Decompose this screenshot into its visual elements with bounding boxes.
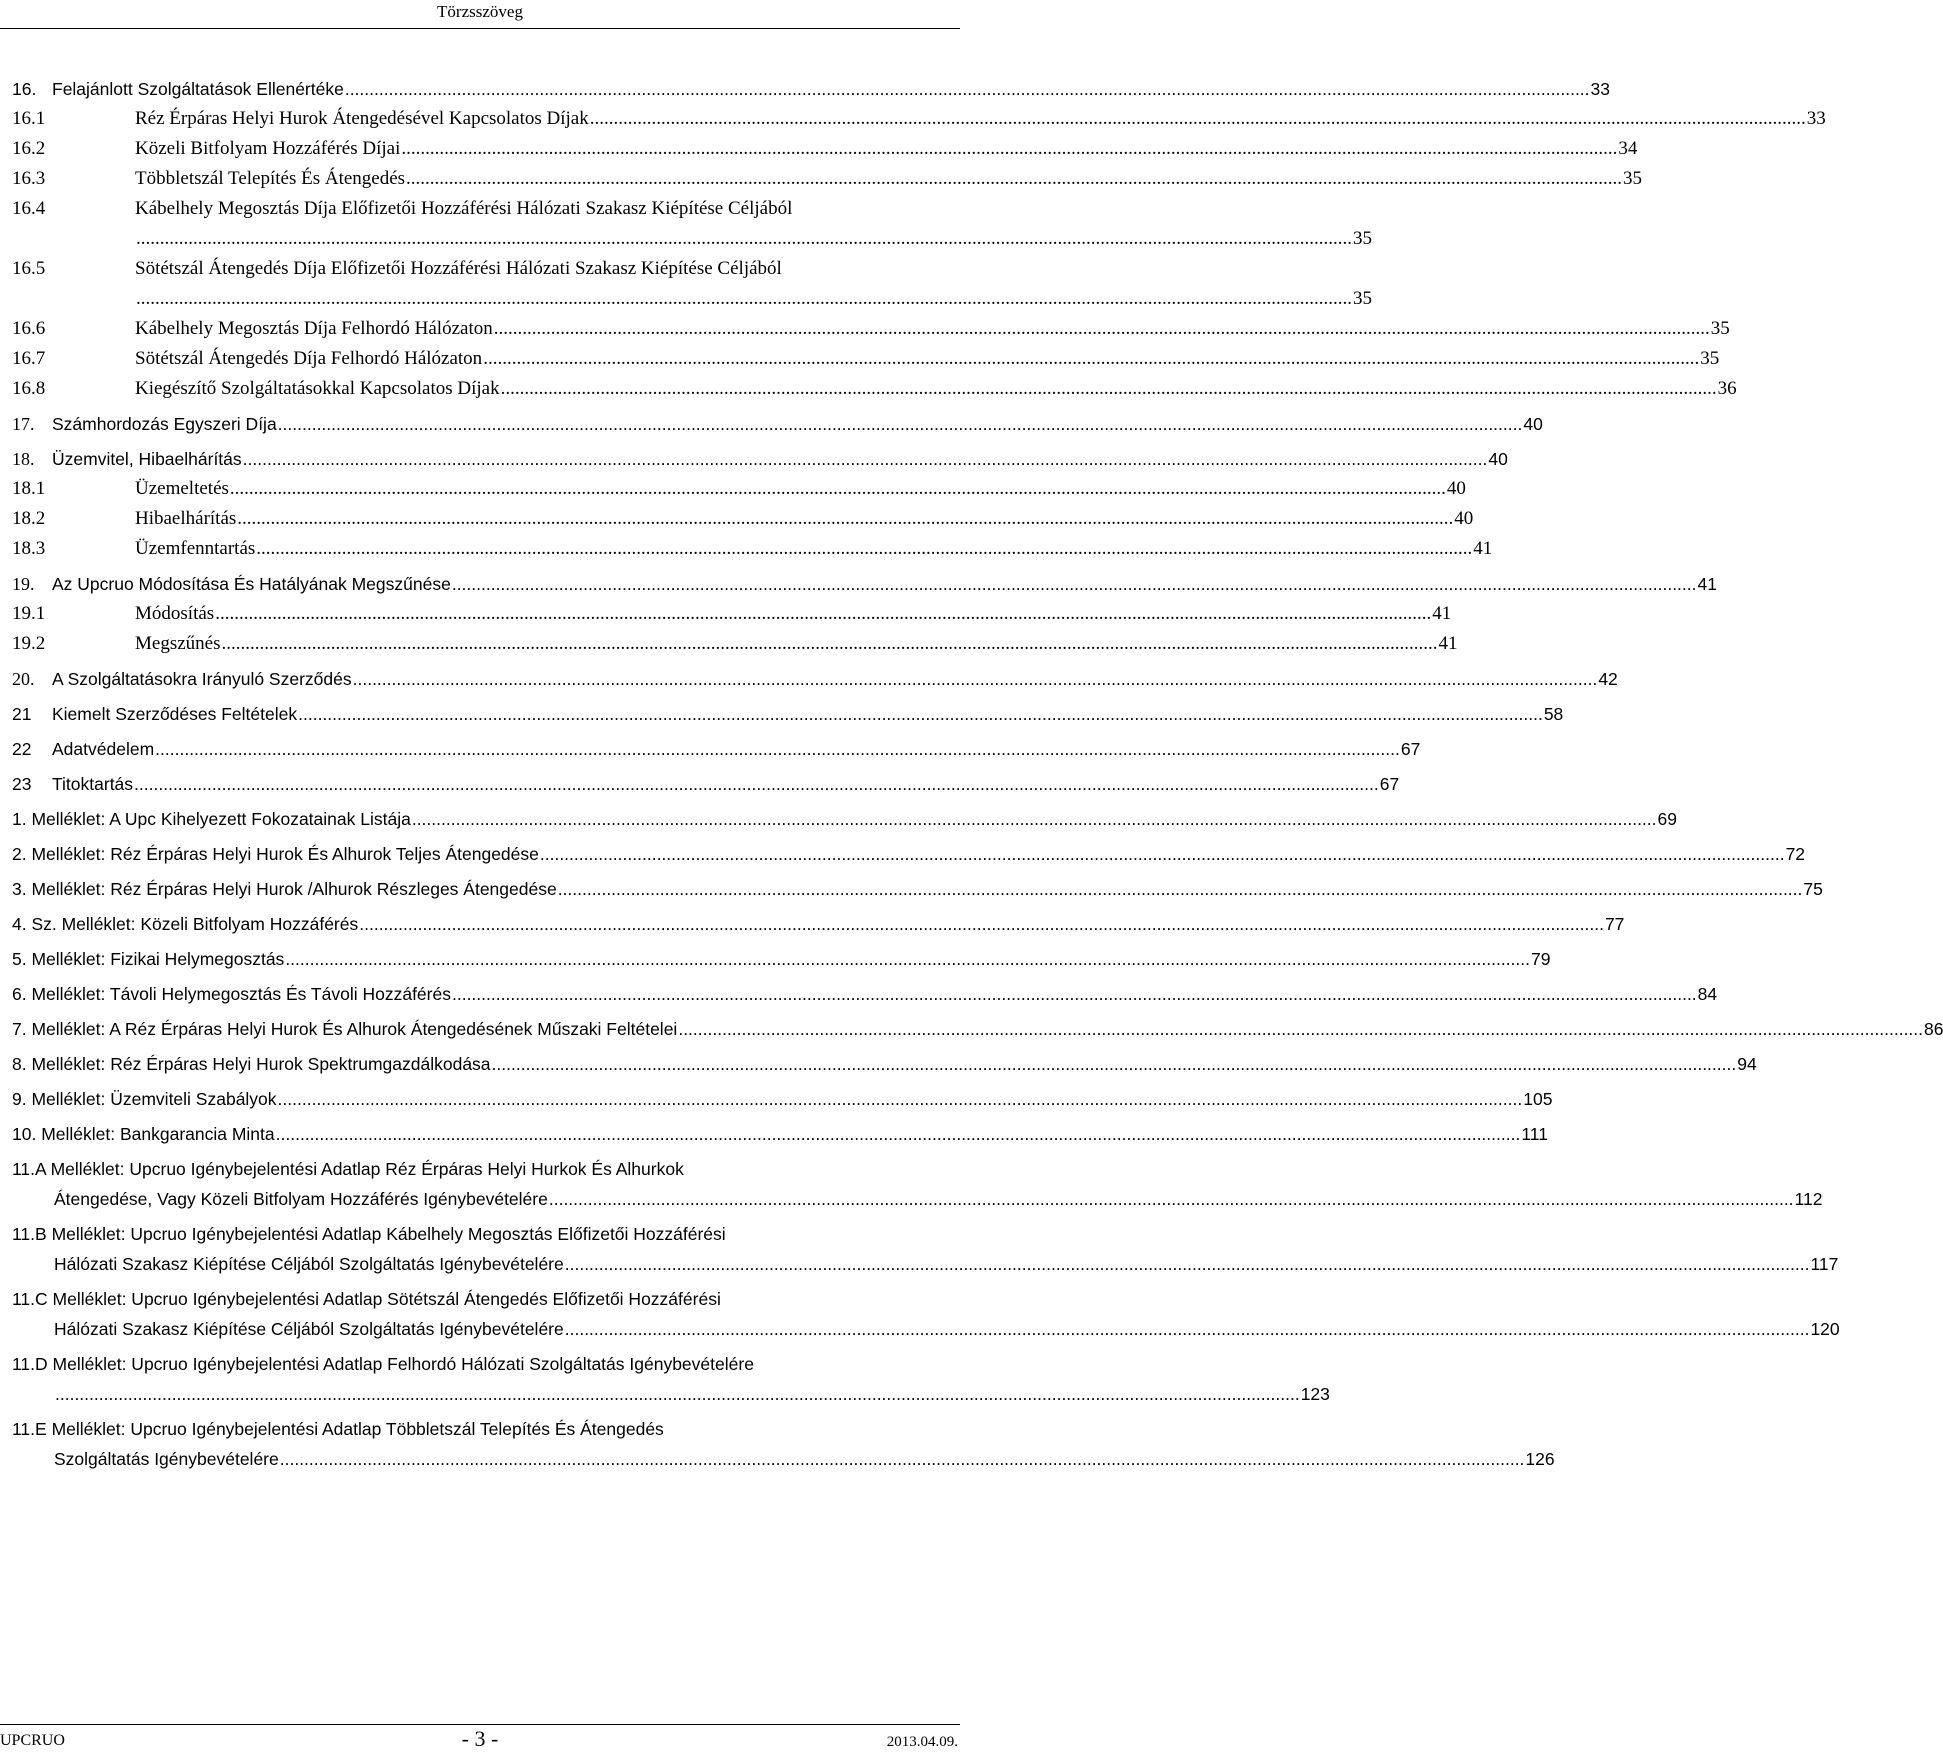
toc-title: 5. Melléklet: Fizikai Helymegosztás (12, 949, 285, 969)
toc-title: Hibaelhárítás (135, 508, 237, 529)
toc-title: Adatvédelem (52, 739, 155, 759)
toc-page: 67 (1400, 739, 1421, 759)
toc-title: 9. Melléklet: Üzemviteli Szabályok (12, 1089, 277, 1109)
toc-leader (406, 164, 1622, 194)
toc-number: 19.2 (12, 633, 46, 654)
toc-number: 16. (12, 79, 37, 99)
toc-title: Kábelhely Megosztás Díja Előfizetői Hozzáférési Hálózati Szakasz Kiépítése Céljából (135, 198, 793, 219)
toc-appendix-10[interactable] (12, 1119, 1548, 1149)
toc-entry-16-5[interactable] (12, 254, 1372, 314)
toc-number: 18.1 (12, 478, 46, 499)
page-footer (0, 1726, 960, 1756)
toc-leader (565, 1314, 1810, 1344)
toc-page: 35 (1623, 168, 1643, 189)
toc-title-continued: Hálózati Szakasz Kiépítése Céljából Szolgáltatás Igénybevételére (54, 1254, 564, 1274)
toc-appendix-8[interactable] (12, 1049, 1757, 1079)
toc-page: 120 (1810, 1319, 1840, 1339)
toc-page: 58 (1543, 704, 1564, 724)
toc-number: 16.1 (12, 108, 46, 129)
toc-entry-18-3[interactable] (12, 534, 1493, 564)
footer-divider (0, 1724, 960, 1725)
toc-title: Módosítás (135, 603, 215, 624)
toc-number: 16.3 (12, 168, 46, 189)
toc-title: Üzemfenntartás (135, 538, 256, 559)
toc-page: 86 (1924, 1019, 1943, 1039)
toc-title: Többletszál Telepítés És Átengedés (135, 168, 406, 189)
toc-number: 20. (12, 669, 35, 689)
toc-entry-16-6[interactable] (12, 314, 1730, 344)
toc-title: 11.D Melléklet: Upcruo Igénybejelentési Adatlap Felhordó Hálózati Szolgáltatás Igénybevételére (12, 1354, 754, 1374)
page-number: - 3 - (461, 1726, 499, 1751)
toc-page: 34 (1618, 138, 1638, 159)
table-of-contents (12, 74, 1943, 1474)
toc-title-continued: Átengedése, Vagy Közeli Bitfolyam Hozzáférés Igénybevételére (54, 1189, 548, 1209)
toc-title: Sötétszál Átengedés Díja Előfizetői Hozzáférési Hálózati Szakasz Kiépítése Céljából (135, 258, 782, 279)
header-divider (0, 28, 960, 29)
toc-entry-18-1[interactable] (12, 474, 1466, 504)
toc-page: 33 (1806, 108, 1826, 129)
toc-leader (558, 874, 1803, 904)
toc-title: 7. Melléklet: A Réz Érpáras Helyi Hurok És Alhurok Átengedésének Műszaki Feltételei (12, 1019, 678, 1039)
toc-leader (492, 1049, 1737, 1079)
toc-entry-19-1[interactable] (12, 599, 1452, 629)
toc-page: 69 (1657, 809, 1677, 829)
toc-leader (280, 1444, 1525, 1474)
toc-title: Titoktartás (52, 774, 134, 794)
toc-appendix-7[interactable] (12, 1014, 1943, 1044)
toc-title: Üzemvitel, Hibaelhárítás (52, 449, 242, 469)
toc-leader (483, 344, 1699, 374)
toc-leader (237, 504, 1453, 534)
toc-page: 67 (1379, 774, 1400, 794)
toc-page: 117 (1810, 1254, 1839, 1274)
toc-page: 105 (1523, 1089, 1553, 1109)
toc-leader (540, 839, 1785, 869)
toc-number: 23 (12, 774, 32, 794)
toc-title: 11.C Melléklet: Upcruo Igénybejelentési Adatlap Sötétszál Átengedés Előfizetői Hozzáférési (12, 1289, 721, 1309)
toc-page: 35 (1353, 228, 1372, 249)
toc-appendix-5[interactable] (12, 944, 1551, 974)
toc-leader (401, 134, 1617, 164)
toc-appendix-11d[interactable] (12, 1349, 1330, 1409)
toc-page: 126 (1525, 1449, 1555, 1469)
toc-title: 11.E Melléklet: Upcruo Igénybejelentési Adatlap Többletszál Telepítés És Átengedés (12, 1419, 664, 1439)
toc-title: Felajánlott Szolgáltatások Ellenértéke (52, 79, 344, 99)
footer-date: 2013.04.09. (886, 1734, 958, 1750)
toc-entry-16-3[interactable] (12, 164, 1643, 194)
toc-entry-16-8[interactable] (12, 374, 1737, 404)
toc-page: 42 (1598, 669, 1618, 689)
toc-page: 84 (1697, 984, 1718, 1004)
toc-entry-22[interactable] (12, 734, 1421, 764)
toc-leader (230, 474, 1446, 504)
toc-appendix-11e[interactable] (12, 1414, 1555, 1474)
toc-leader (590, 104, 1806, 134)
toc-number: 19.1 (12, 603, 46, 624)
toc-number: 18.3 (12, 538, 46, 559)
toc-number: 22 (12, 739, 32, 759)
toc-page: 35 (1353, 288, 1372, 309)
toc-title: 3. Melléklet: Réz Érpáras Helyi Hurok /Alhurok Részleges Átengedése (12, 879, 557, 899)
toc-leader (452, 569, 1697, 599)
toc-number: 16.6 (12, 318, 46, 339)
toc-leader (494, 314, 1710, 344)
toc-title: Megszűnés (135, 633, 221, 654)
toc-title: 11.B Melléklet: Upcruo Igénybejelentési Adatlap Kábelhely Megosztás Előfizetői Hozzáférési (12, 1224, 726, 1244)
toc-page: 111 (1521, 1124, 1548, 1144)
toc-title: 4. Sz. Melléklet: Közeli Bitfolyam Hozzáférés (12, 914, 359, 934)
toc-title: Üzemeltetés (135, 478, 229, 499)
toc-appendix-2[interactable] (12, 839, 1806, 869)
toc-page: 75 (1803, 879, 1823, 899)
toc-appendix-6[interactable] (12, 979, 1718, 1009)
toc-page: 41 (1432, 603, 1452, 624)
toc-page: 35 (1700, 348, 1720, 369)
toc-title: Sötétszál Átengedés Díja Felhordó Hálózaton (135, 348, 483, 369)
toc-leader (278, 409, 1523, 439)
toc-title: 1. Melléklet: A Upc Kihelyezett Fokozatainak Listája (12, 809, 411, 829)
toc-entry-17[interactable] (12, 409, 1543, 439)
toc-leader (359, 909, 1604, 939)
toc-page: 94 (1737, 1054, 1757, 1074)
toc-page: 41 (1473, 538, 1493, 559)
toc-leader (243, 444, 1488, 474)
toc-appendix-3[interactable] (12, 874, 1823, 904)
toc-title: Közeli Bitfolyam Hozzáférés Díjai (135, 138, 401, 159)
toc-entry-16-1[interactable] (12, 104, 1826, 134)
toc-number: 16.2 (12, 138, 46, 159)
toc-entry-19[interactable] (12, 569, 1717, 599)
toc-leader (353, 664, 1598, 694)
toc-title: 8. Melléklet: Réz Érpáras Helyi Hurok Spektrumgazdálkodása (12, 1054, 491, 1074)
toc-leader (501, 374, 1717, 404)
toc-leader (565, 1249, 1810, 1279)
toc-number: 18.2 (12, 508, 46, 529)
toc-title: Kábelhely Megosztás Díja Felhordó Hálózaton (135, 318, 493, 339)
toc-page: 36 (1717, 378, 1737, 399)
toc-title: 6. Melléklet: Távoli Helymegosztás És Távoli Hozzáférés (12, 984, 451, 1004)
toc-title: Számhordozás Egyszeri Díja (52, 414, 277, 434)
toc-title-continued: Hálózati Szakasz Kiépítése Céljából Szolgáltatás Igénybevételére (54, 1319, 564, 1339)
toc-leader (155, 734, 1400, 764)
toc-leader (285, 944, 1530, 974)
toc-entry-18-2[interactable] (12, 504, 1474, 534)
toc-number: 16.4 (12, 198, 46, 219)
toc-page: 77 (1604, 914, 1625, 934)
toc-appendix-1[interactable] (12, 804, 1677, 834)
toc-appendix-11a[interactable] (12, 1154, 1823, 1214)
toc-leader (136, 284, 1352, 314)
toc-leader (136, 224, 1352, 254)
toc-page: 33 (1590, 79, 1610, 99)
toc-number: 19. (12, 574, 35, 594)
toc-page: 112 (1794, 1189, 1823, 1209)
toc-entry-16-7[interactable] (12, 344, 1720, 374)
toc-leader (55, 1379, 1300, 1409)
toc-leader (452, 979, 1697, 1009)
toc-entry-16-4[interactable] (12, 194, 1372, 254)
toc-appendix-4[interactable] (12, 909, 1625, 939)
toc-page: 40 (1488, 449, 1508, 469)
toc-title-continued: Szolgáltatás Igénybevételére (54, 1449, 279, 1469)
toc-leader (278, 1084, 1523, 1114)
toc-page: 41 (1697, 574, 1717, 594)
toc-entry-23[interactable] (12, 769, 1400, 799)
toc-title: Kiemelt Szerződéses Feltételek (52, 704, 298, 724)
toc-page: 41 (1438, 633, 1458, 654)
toc-appendix-9[interactable] (12, 1084, 1553, 1114)
toc-leader (276, 1119, 1521, 1149)
toc-number: 16.5 (12, 258, 46, 279)
toc-title: 2. Melléklet: Réz Érpáras Helyi Hurok És Alhurok Teljes Átengedése (12, 844, 539, 864)
toc-leader (256, 534, 1472, 564)
toc-title: Kiegészítő Szolgáltatásokkal Kapcsolatos Díjak (135, 378, 500, 399)
toc-entry-20[interactable] (12, 664, 1618, 694)
toc-title: A Szolgáltatásokra Irányuló Szerződés (52, 669, 352, 689)
toc-page: 72 (1785, 844, 1806, 864)
toc-page: 40 (1454, 508, 1474, 529)
toc-entry-16-2[interactable] (12, 134, 1638, 164)
toc-page: 35 (1710, 318, 1730, 339)
toc-appendix-11b[interactable] (12, 1219, 1839, 1279)
toc-title: 11.A Melléklet: Upcruo Igénybejelentési Adatlap Réz Érpáras Helyi Hurkok És Alhurkok (12, 1159, 684, 1179)
toc-entry-19-2[interactable] (12, 629, 1458, 659)
toc-number: 16.7 (12, 348, 46, 369)
toc-entry-16[interactable] (12, 74, 1610, 104)
toc-number: 17. (12, 414, 35, 434)
toc-title: Az Upcruo Módosítása És Hatályának Megszűnése (52, 574, 451, 594)
toc-page: 40 (1523, 414, 1543, 434)
toc-leader (549, 1184, 1794, 1214)
toc-title: Réz Érpáras Helyi Hurok Átengedésével Kapcsolatos Díjak (135, 108, 589, 129)
toc-title: 10. Melléklet: Bankgarancia Minta (12, 1124, 275, 1144)
toc-page: 40 (1446, 478, 1466, 499)
toc-page: 79 (1531, 949, 1551, 969)
toc-appendix-11c[interactable] (12, 1284, 1840, 1344)
toc-leader (412, 804, 1657, 834)
toc-leader (298, 699, 1543, 729)
toc-leader (134, 769, 1379, 799)
footer-document-name: UPCRUO (0, 1732, 65, 1749)
toc-leader (678, 1014, 1923, 1044)
toc-entry-18[interactable] (12, 444, 1508, 474)
toc-page: 123 (1300, 1384, 1330, 1404)
toc-leader (345, 74, 1590, 104)
toc-number: 16.8 (12, 378, 46, 399)
toc-leader (215, 599, 1431, 629)
toc-entry-21[interactable] (12, 699, 1564, 729)
toc-number: 21 (12, 704, 32, 724)
running-header: Törzsszöveg (437, 2, 523, 21)
toc-number: 18. (12, 449, 35, 469)
toc-leader (221, 629, 1437, 659)
